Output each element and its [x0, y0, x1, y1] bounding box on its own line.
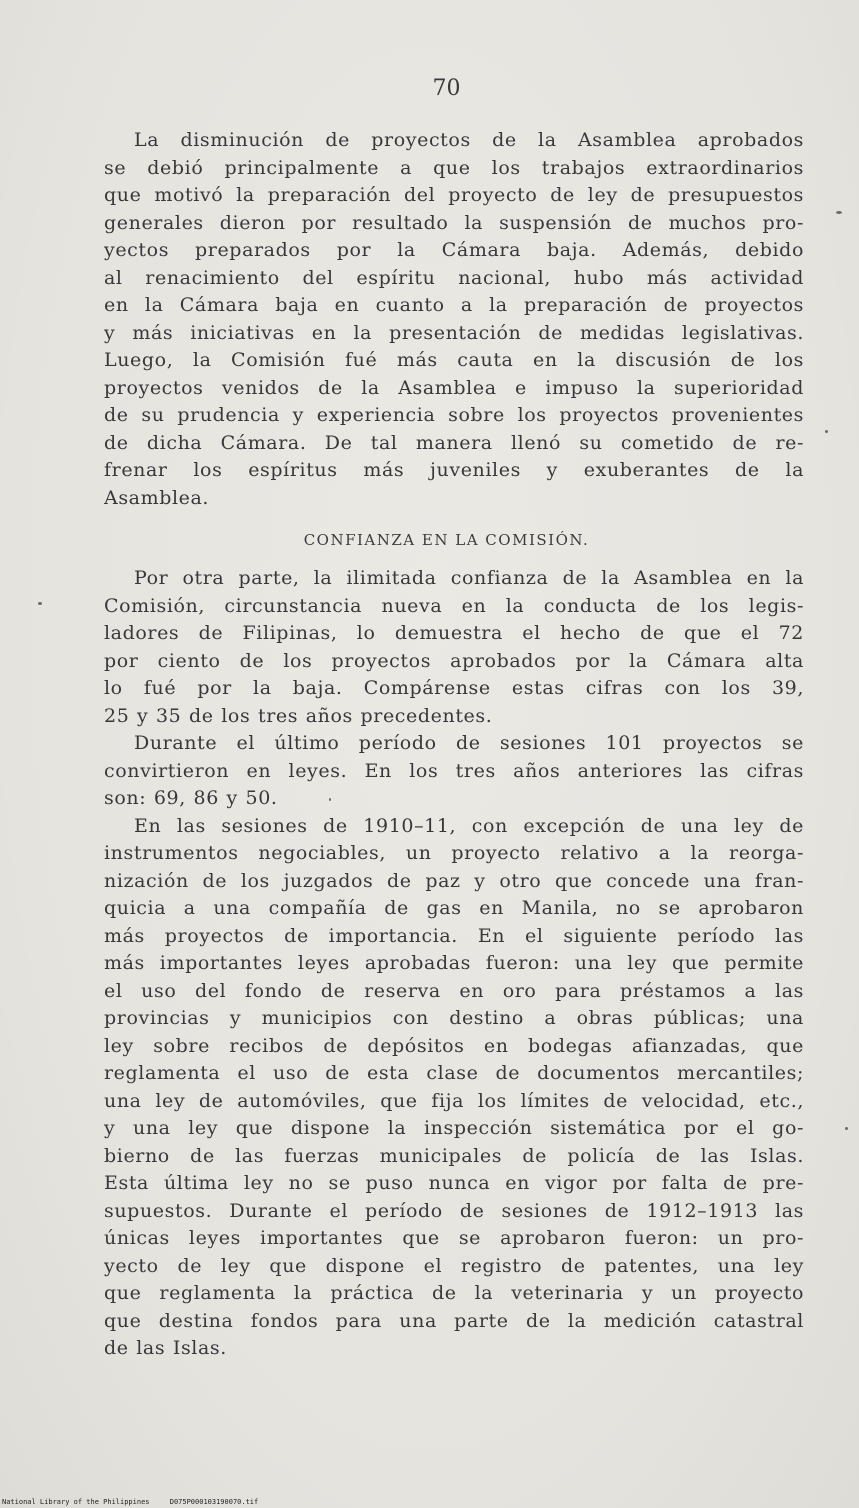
scan-speck	[825, 430, 828, 433]
text-line: reglamenta el uso de esta clase de documentos mercantiles;	[104, 1062, 804, 1084]
paragraph-1	[104, 127, 804, 512]
text-line: La disminución de proyectos de la Asamblea aprobados	[134, 129, 804, 151]
text-line: Esta última ley no se puso nunca en vigor por falta de pre-	[104, 1172, 804, 1194]
footer-source: National Library of the Philippines	[2, 1498, 150, 1506]
text-line: de dicha Cámara. De tal manera llenó su cometido de re-	[104, 431, 804, 454]
text-line: nización de los juzgados de paz y otro que concede una fran-	[104, 869, 804, 892]
text-line: más proyectos de importancia. En el siguiente período las	[104, 924, 804, 947]
paragraph-3	[104, 730, 804, 813]
page-number: 70	[432, 76, 461, 101]
scan-footer	[2, 1498, 274, 1506]
scan-speck	[329, 798, 331, 801]
text-line: una ley de automóviles, que fija los límites de velocidad, etc.,	[104, 1089, 804, 1112]
text-line: Durante el último período de sesiones 101 proyectos se	[134, 732, 804, 754]
text-line: instrumentos negociables, un proyecto relativo a la reorga-	[104, 842, 804, 864]
footer-file: D075P000103190070.tif	[169, 1498, 259, 1506]
text-line: ley sobre recibos de depósitos en bodegas afianzadas, que	[104, 1034, 804, 1057]
text-line: al renacimiento del espíritu nacional, hubo más actividad	[104, 266, 804, 289]
paragraph-2	[104, 565, 804, 730]
text-line: y más iniciativas en la presentación de medidas legislativas.	[104, 321, 804, 344]
text-line: el uso del fondo de reserva en oro para préstamos a las	[104, 979, 804, 1002]
text-line: que motivó la preparación del proyecto de ley de presupuestos	[104, 184, 804, 206]
body-text	[104, 565, 804, 1363]
text-line: convirtieron en leyes. En los tres años anteriores las cifras	[104, 759, 804, 782]
text-line: que destina fondos para una parte de la medición catastral	[104, 1309, 804, 1332]
text-line: yectos preparados por la Cámara baja. Además, debido	[104, 239, 804, 261]
text-line: ladores de Filipinas, lo demuestra el hecho de que el 72	[104, 622, 804, 644]
text-line: En las sesiones de 1910–11, con excepción de una ley de	[134, 814, 804, 837]
text-line: Por otra parte, la ilimitada confianza de la Asamblea en la	[134, 567, 804, 589]
text-line: quicia a una compañía de gas en Manila, no se aprobaron	[104, 897, 804, 919]
text-line: por ciento de los proyectos aprobados por la Cámara alta	[104, 649, 804, 672]
text-line: Luego, la Comisión fué más cauta en la discusión de los	[104, 349, 804, 371]
text-line: frenar los espíritus más juveniles y exuberantes de la	[104, 459, 804, 481]
text-line: en la Cámara baja en cuanto a la preparación de proyectos	[104, 294, 804, 316]
text-line: proyectos venidos de la Asamblea e impuso la superioridad	[104, 376, 804, 399]
text-line: 25 y 35 de los tres años precedentes.	[104, 704, 493, 727]
paragraph-4	[104, 813, 804, 1363]
text-line: son: 69, 86 y 50.	[104, 787, 278, 809]
section-heading: CONFIANZA EN LA COMISIÓN.	[303, 531, 590, 549]
text-line: únicas leyes importantes que se aprobaron fueron: un pro-	[104, 1227, 804, 1249]
text-line: supuestos. Durante el período de sesiones de 1912–1913 las	[104, 1199, 804, 1222]
text-line: de su prudencia y experiencia sobre los proyectos provenientes	[104, 404, 804, 426]
text-line: y una ley que dispone la inspección sistemática por el go-	[104, 1117, 804, 1139]
text-line: yecto de ley que dispone el registro de patentes, una ley	[104, 1254, 804, 1277]
text-line: más importantes leyes aprobadas fueron: una ley que permite	[104, 952, 804, 974]
text-line: que reglamenta la práctica de la veterinaria y un proyecto	[104, 1282, 804, 1304]
text-line: se debió principalmente a que los trabajos extraordinarios	[104, 156, 804, 179]
scan-speck	[836, 211, 842, 214]
text-line: de las Islas.	[104, 1337, 227, 1359]
text-line: Asamblea.	[104, 486, 210, 509]
text-line: bierno de las fuerzas municipales de policía de las Islas.	[104, 1144, 804, 1167]
text-line: lo fué por la baja. Compárense estas cifras con los 39,	[104, 677, 804, 699]
scan-speck	[38, 602, 42, 605]
text-line: Comisión, circunstancia nueva en la conducta de los legis-	[104, 594, 804, 617]
scan-speck	[845, 1127, 848, 1130]
text-line: provincias y municipios con destino a obras públicas; una	[104, 1007, 804, 1029]
text-line: generales dieron por resultado la suspensión de muchos pro-	[104, 211, 804, 234]
